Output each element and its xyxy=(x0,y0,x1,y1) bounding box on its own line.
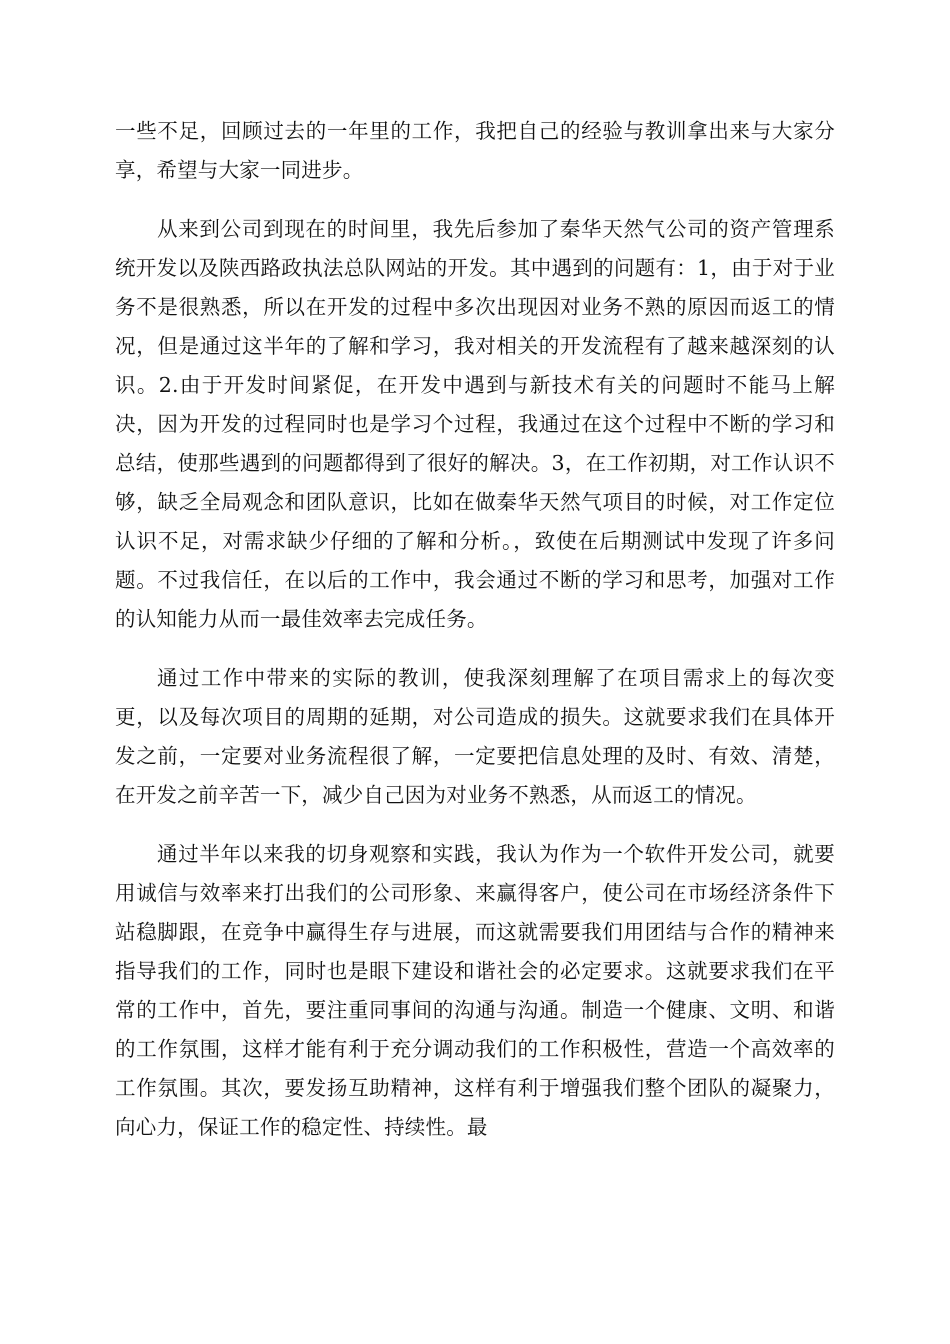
paragraph-1: 一些不足，回顾过去的一年里的工作，我把自己的经验与教训拿出来与大家分享，希望与大家一同进步。 xyxy=(115,119,835,182)
document-body xyxy=(115,112,835,1167)
paragraph-4: 通过半年以来我的切身观察和实践，我认为作为一个软件开发公司，就要用诚信与效率来打出我们的公司形象、来赢得客户，使公司在市场经济条件下站稳脚跟，在竞争中赢得生存与进展，而这就需要我们用团结与合作的精神来指导我们的工作，同时也是眼下建设和谐社会的必定要求。这就要求我们在平常的工作中，首先，要注重同事间的沟通与沟通。制造一个健康、文明、和谐的工作氛围，这样才能有利于充分调动我们的工作积极性，营造一个高效率的工作氛围。其次，要发扬互助精神，这样有利于增强我们整个团队的凝聚力，向心力，保证工作的稳定性、持续性。最 xyxy=(115,842,835,1139)
paragraph-3: 通过工作中带来的实际的教训，使我深刻理解了在项目需求上的每次变更，以及每次项目的周期的延期，对公司造成的损失。这就要求我们在具体开发之前，一定要对业务流程很了解，一定要把信息处理的及时、有效、清楚，在开发之前辛苦一下，减少自己因为对业务不熟悉，从而返工的情况。 xyxy=(115,666,835,807)
paragraph-2: 从来到公司到现在的时间里，我先后参加了秦华天然气公司的资产管理系统开发以及陕西路政执法总队网站的开发。其中遇到的问题有：1，由于对于业务不是很熟悉，所以在开发的过程中多次出现因对业务不熟的原因而返工的情况，但是通过这半年的了解和学习，我对相关的开发流程有了越来越深刻的认识。2.由于开发时间紧促，在开发中遇到与新技术有关的问题时不能马上解决，因为开发的过程同时也是学习个过程，我通过在这个过程中不断的学习和总结，使那些遇到的问题都得到了很好的解决。3，在工作初期，对工作认识不够，缺乏全局观念和团队意识，比如在做秦华天然气项目的时候，对工作定位认识不足，对需求缺少仔细的了解和分析。，致使在后期测试中发现了许多问题。不过我信任，在以后的工作中，我会通过不断的学习和思考，加强对工作的认知能力从而一最佳效率去完成任务。 xyxy=(115,217,835,631)
